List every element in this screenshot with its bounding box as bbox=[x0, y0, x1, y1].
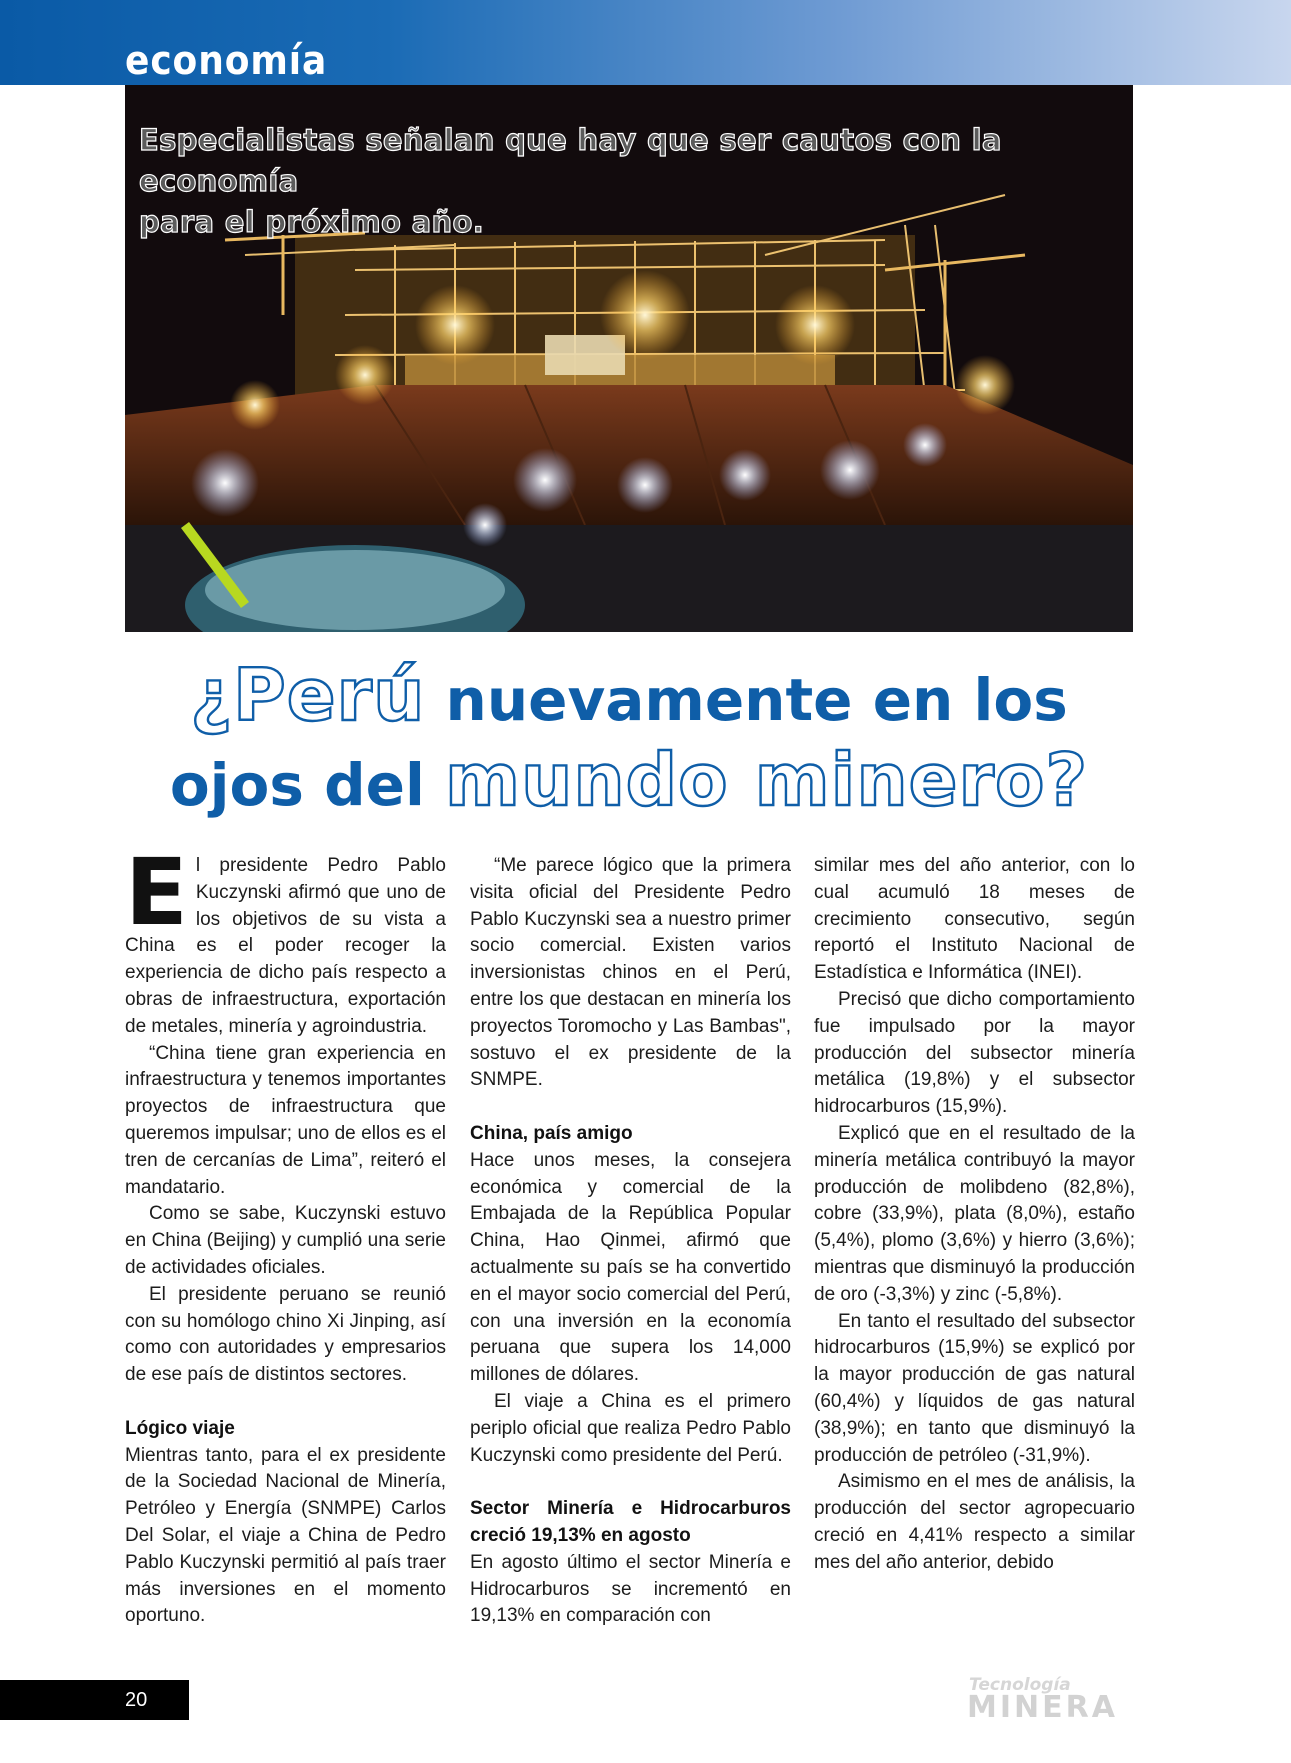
page-number-box bbox=[0, 1680, 189, 1720]
subheading-china-pais-amigo: China, país amigo bbox=[470, 1122, 633, 1144]
page-number: 20 bbox=[125, 1689, 148, 1711]
subheading-sector-mineria: Sector Minería e Hidrocarburos creció 19,13% en agosto bbox=[470, 1498, 791, 1546]
paragraph: El presidente peruano se reunió con su homólogo chino Xi Jinping, así como con autoridades y empresarios de ese país de distintos sectores. bbox=[125, 1283, 446, 1386]
paragraph: similar mes del año anterior, con lo cual acumuló 18 meses de crecimiento consecutivo, según reportó el Instituto Nacional de Estadística e Informática (INEI). bbox=[814, 855, 1135, 984]
hero-photo bbox=[125, 85, 1133, 632]
article-column-1 bbox=[125, 839, 446, 1630]
paragraph: Como se sabe, Kuczynski estuvo en China (Beijing) y cumplió una serie de actividades oficiales. bbox=[125, 1203, 446, 1278]
drop-cap: E bbox=[125, 839, 188, 946]
headline-ojos-del: ojos del bbox=[169, 751, 425, 819]
hero-caption-line1: Especialistas señalan que hay que ser cautos con la economía bbox=[139, 123, 1002, 198]
subheading-logico-viaje: Lógico viaje bbox=[125, 1417, 235, 1439]
magazine-logo-top: Tecnología bbox=[969, 1675, 1071, 1695]
paragraph: Asimismo en el mes de análisis, la producción del sector agropecuario creció en 4,41% respecto a similar mes del año anterior, debido bbox=[814, 1471, 1135, 1573]
headline-nuevamente: nuevamente en los bbox=[445, 666, 1068, 734]
article-headline bbox=[125, 655, 1133, 825]
paragraph: Precisó que dicho comportamiento fue impulsado por la mayor producción del subsector minería metálica (19,8%) y el subsector hidrocarburos (15,9%). bbox=[814, 988, 1135, 1118]
section-label: economía bbox=[125, 38, 328, 84]
paragraph: Explicó que en el resultado de la minería metálica contribuyó la mayor producción de molibdeno (82,8%), cobre (33,9%), plata (8,0%), estaño (5,4%), plomo (3,6%) y hierro (3,6%); mientras que disminuyó la producción de oro (-3,3%) y zinc (-5,8%). bbox=[814, 1122, 1135, 1305]
paragraph: El viaje a China es el primero periplo oficial que realiza Pedro Pablo Kuczynski como presidente del Perú. bbox=[470, 1390, 791, 1466]
headline-line2 bbox=[125, 740, 1133, 825]
paragraph: “China tiene gran experiencia en infraestructura y tenemos importantes proyectos de infraestructura que queremos impulsar; uno de ellos es el tren de cercanías de Lima”, reiteró el mandatario. bbox=[125, 1042, 446, 1198]
paragraph: l presidente Pedro Pablo Kuczynski afirmó que uno de los objetivos de su vista a China es el poder recoger la experiencia de dicho país respecto a obras de infraestructura, exportación de metales, minería y agroindustria. bbox=[125, 855, 446, 1037]
article-column-3 bbox=[814, 853, 1135, 1577]
paragraph: Mientras tanto, para el ex presidente de la Sociedad Nacional de Minería, Petróleo y Energía (SNMPE) Carlos Del Solar, el viaje a China de Pedro Pablo Kuczynski permitió al país traer más inversiones en el momento oportuno. bbox=[125, 1444, 446, 1627]
paragraph: En tanto el resultado del subsector hidrocarburos (15,9%) se explicó por la mayor producción de gas natural (60,4%) y líquidos de gas natural (38,9%); en tanto que disminuyó la producción de petróleo (-31,9%). bbox=[814, 1310, 1135, 1466]
hero-caption bbox=[139, 120, 1119, 243]
headline-peru: ¿Perú bbox=[190, 653, 426, 737]
headline-mundo-minero: mundo minero? bbox=[445, 738, 1089, 822]
paragraph: Hace unos meses, la consejera económica y comercial de la Embajada de la República Popular China, Hao Qinmei, afirmó que actualmente su país se ha convertido en el mayor socio comercial del Perú, con una inversión en la economía peruana que supera los 14,000 millones de dólares. bbox=[470, 1149, 791, 1386]
paragraph: “Me parece lógico que la primera visita oficial del Presidente Pedro Pablo Kuczynski sea a nuestro primer socio comercial. Existen varios inversionistas chinos en el Perú, entre los que destacan en minería los proyectos Toromocho y Las Bambas", sostuvo el ex presidente de la SNMPE. bbox=[470, 855, 791, 1091]
headline-line1 bbox=[125, 655, 1133, 740]
hero-caption-line2: para el próximo año. bbox=[139, 205, 485, 239]
magazine-logo-bottom: MINERA bbox=[967, 1690, 1118, 1725]
paragraph: En agosto último el sector Minería e Hidrocarburos se incrementó en 19,13% en comparación con bbox=[470, 1551, 791, 1627]
article-column-2 bbox=[470, 853, 791, 1630]
